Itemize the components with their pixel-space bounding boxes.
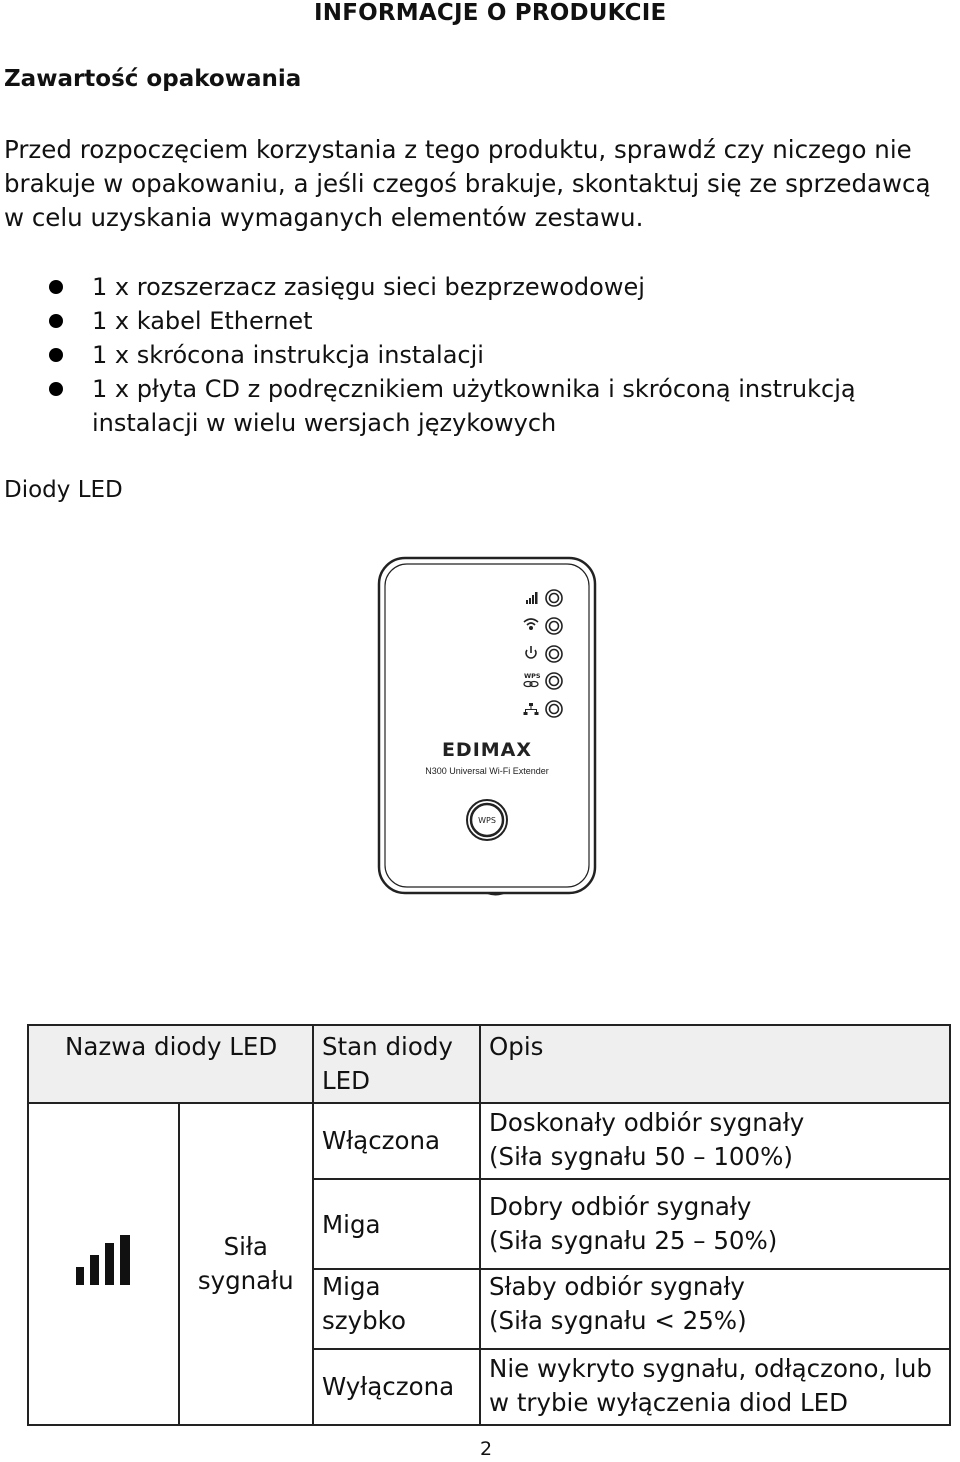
- list-item-text: 1 x skrócona instrukcja instalacji: [92, 341, 484, 369]
- state-value: Miga szybko: [322, 1272, 406, 1335]
- list-item-text: 1 x rozszerzacz zasięgu sieci bezprzewodowej: [92, 273, 645, 301]
- led-section-heading: Diody LED: [4, 477, 123, 503]
- bullet-icon: [49, 348, 63, 362]
- state-value: Miga: [322, 1210, 381, 1239]
- desc-line-2: (Siła sygnału 25 – 50%): [489, 1226, 778, 1255]
- desc-line-1: Dobry odbiór sygnały: [489, 1192, 752, 1221]
- package-intro-paragraph: Przed rozpoczęciem korzystania z tego produktu, sprawdź czy niczego nie brakuje w opakowaniu, a jeśli czegoś brakuje, skontaktuj się ze sprzedawcą w celu uzyskania wymaganych elementów zestawu.: [4, 135, 931, 232]
- desc-line-1: Nie wykryto sygnału, odłączono, lub: [489, 1354, 932, 1383]
- desc-cell: [480, 1103, 950, 1179]
- wps-button-label: WPS: [478, 816, 496, 825]
- bullet-icon: [49, 280, 63, 294]
- state-cell: [313, 1179, 480, 1269]
- bullet-icon: [49, 382, 63, 396]
- table-header-row: [28, 1025, 950, 1103]
- desc-line-2: (Siła sygnału < 25%): [489, 1306, 747, 1335]
- desc-value: [481, 1104, 949, 1178]
- header-state-cell: [313, 1025, 480, 1103]
- header-name-cell: [28, 1025, 313, 1103]
- list-item: [0, 270, 892, 304]
- model-label: N300 Universal Wi-Fi Extender: [425, 766, 549, 776]
- device-body-outline: [379, 558, 595, 893]
- state-value: Wyłączona: [322, 1372, 455, 1401]
- wifi-extender-illustration: [370, 552, 610, 912]
- table-row: [28, 1103, 950, 1179]
- package-contents-heading: Zawartość opakowania: [4, 66, 302, 92]
- page-number: 2: [480, 1438, 493, 1460]
- state-cell: [313, 1103, 480, 1179]
- package-items-list: [0, 270, 892, 440]
- desc-line-2: (Siła sygnału 50 – 100%): [489, 1142, 793, 1171]
- state-cell: [313, 1269, 480, 1349]
- desc-cell: [480, 1269, 950, 1349]
- signal-strength-icon: [68, 1233, 138, 1289]
- page-header-title: INFORMACJE O PRODUKCIE: [314, 0, 667, 26]
- desc-cell: [480, 1349, 950, 1425]
- led-icon-cell: [28, 1103, 179, 1425]
- desc-line-1: Doskonały odbiór sygnały: [489, 1108, 805, 1137]
- desc-line-2: w trybie wyłączenia diod LED: [489, 1388, 848, 1417]
- led-name: Siła sygnału: [197, 1232, 294, 1295]
- list-item: [0, 372, 892, 440]
- led-status-table: [27, 1024, 951, 1426]
- state-cell: [313, 1349, 480, 1425]
- header-desc: Opis: [489, 1032, 544, 1061]
- desc-line-1: Słaby odbiór sygnały: [489, 1272, 745, 1301]
- header-name: Nazwa diody LED: [65, 1032, 278, 1061]
- bullet-icon: [49, 314, 63, 328]
- desc-value: [481, 1270, 949, 1342]
- led-name-cell: [179, 1103, 313, 1425]
- list-item: [0, 304, 892, 338]
- list-item-text: 1 x kabel Ethernet: [92, 307, 313, 335]
- desc-value: [481, 1180, 949, 1262]
- desc-value: [481, 1350, 949, 1424]
- header-desc-cell: [480, 1025, 950, 1103]
- svg-text:WPS: WPS: [524, 672, 541, 680]
- desc-cell: [480, 1179, 950, 1269]
- state-value: Włączona: [322, 1126, 441, 1155]
- list-item-text: 1 x płyta CD z podręcznikiem użytkownika i skróconą instrukcją instalacji w wielu wersjach językowych: [92, 375, 856, 437]
- wps-button[interactable]: [467, 800, 507, 840]
- brand-logo: EDIMAX: [441, 739, 533, 761]
- header-state: Stan diody LED: [322, 1032, 453, 1095]
- list-item: [0, 338, 892, 372]
